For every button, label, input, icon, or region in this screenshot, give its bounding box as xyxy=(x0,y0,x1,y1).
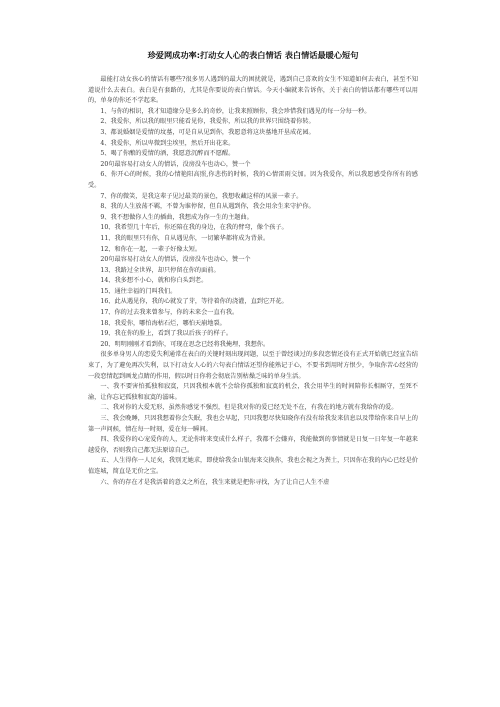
paragraph: 1、与你的相识，我才知道缘分是多么的奇妙，让我来照顾你，我会珍惜我们遇见的每一分每一秒。 xyxy=(100,107,371,115)
paragraph: 四、我爱你的心宠爱你的人，无论你将来变成什么样子，我都不会嫌弃，我能做到的事情就是日复一日年复一年越来越爱你，否则我自己都无法原谅自己。 xyxy=(88,436,418,454)
paragraph: 18、我爱你，哪怕海枯石烂，哪怕天崩地裂。 xyxy=(100,319,226,327)
paragraph: 20句最容易打动女人的情话，没房没车也动心，赞一个 xyxy=(100,256,251,264)
paragraph: 20句最容易打动女人的情话，没房没车也动心，赞一个 xyxy=(100,160,251,168)
paragraph: 14、我多想不小心，就和你白头到老。 xyxy=(100,277,208,285)
paragraph: 17、你的过去我来曾参与，你的未来会一直有我。 xyxy=(100,309,239,317)
paragraph: 5、喝了你酿的爱情的酒，我愿意沉醉而不愿醒。 xyxy=(100,150,235,158)
paragraph: 10、我希望几十年后，你还陪在我的身边，在我的臂弯，像个孩子。 xyxy=(100,224,288,232)
paragraph: 2、我爱你，所以我的眼里只能看见你，我爱你，所以我的世界只围绕着你转。 xyxy=(100,118,315,126)
paragraph: 最能打动女孩心的情话有哪些?很多男人遇到的最大的困扰就是，遇到自己喜欢的女生不知道如何去表白，甚至不知道说什么去表白。表白是有套路的，尤其是你要说的表白情话。今天小编就来告诉你，关于表白的情话都有哪些可以用的，单身的你还不学起来。 xyxy=(88,76,418,105)
paragraph: 12、和你在一起，一辈子好像太短。 xyxy=(100,245,202,253)
paragraph: 19、我在你的脸上，看到了我以后孩子的样子。 xyxy=(100,330,233,338)
paragraph: 16、此从遇见你，我的心就发了芽，等待着你的浇灌，直到它开花。 xyxy=(100,298,288,306)
document-body xyxy=(88,75,418,488)
paragraph: 15、通往幸福的门叫我们。 xyxy=(100,287,177,295)
paragraph: 9、我不想做你人生的插曲，我想成为你一生的主题曲。 xyxy=(100,213,253,221)
paragraph: 二、我对你的大爱无形，虽然你感觉不强烈，但是我对你的爱已经无处不在，有我在的地方就有我给你的爱。 xyxy=(100,404,398,412)
paragraph: 20、明明刚刚才看到你，可现在思念已经将我掩埋，我想你。 xyxy=(100,340,270,348)
paragraph: 6、你开心的时候，我的心情艳阳高照,你悲伤的时候，我的心情雷雨交加。因为我爱你，所以我愿感受你所有的感受。 xyxy=(88,171,418,189)
paragraph: 很多单身男人的恋爱失利通常在表白的关键时刻出现问题，以至于曾经谈过的多段恋情还没有正式开始就已经宣告结束了，为了避免再次失利，以下打动女人心的六句表白情话还望你能熟记于心，不要书到用时方恨少，争取你苦心经营的一段恋情起到画龙点睛的作用，假以时日你将会彻底告别枯燥乏味的单身生活。 xyxy=(88,351,418,380)
paragraph: 7、你的微笑，是我这辈子见过最美的景色，我想收藏这样的风景一辈子。 xyxy=(100,192,303,200)
paragraph: 4、我爱你，所以卑微到尘埃里，然后开出花来。 xyxy=(100,139,235,147)
document-title: 珍爱网成功率:打动女人心的表白情话 表白情话最暖心短句 xyxy=(147,50,359,60)
paragraph: 三、我会晚睡，只因我想着你会失眠，我也会早起，只因我想尽快知晓你有没有给我发来信息以及带给你来自早上的第一声问候，情在每一时刻，爱在每一瞬间。 xyxy=(88,415,418,433)
paragraph: 8、我的人生放荡不羁，不曾为谁停留，但自从遇到你，我会用余生来守护你。 xyxy=(100,203,315,211)
paragraph: 11、我的眼里只有你，自从遇见你，一切繁华都将成为背景。 xyxy=(100,234,270,242)
paragraph: 六、你的存在才是我活着的意义之所在，我生来就是把你寻找，为了让自己人生不虚 xyxy=(100,478,330,486)
paragraph: 3、都说婚姻是爱情的坟墓，可是自从见到你，我愿意将这块墓地开垦成花园。 xyxy=(100,128,315,136)
paragraph: 13、我路过全世界，却只停留在你的面前。 xyxy=(100,266,220,274)
paragraph: 一、我不要害怕孤独和寂寞，只因我根本就不会给你孤独和寂寞的机会，我会用毕生的时间陪你长相厮守，至死不渝，让你忘记孤独和寂寞的滋味。 xyxy=(88,383,418,401)
paragraph: 五、人生得你一人足矣，我别无她求，即使给我金山银海来交换你，我也会视之为粪土，只因你在我的内心已经是价值连城，简直是无价之宝。 xyxy=(88,457,418,475)
